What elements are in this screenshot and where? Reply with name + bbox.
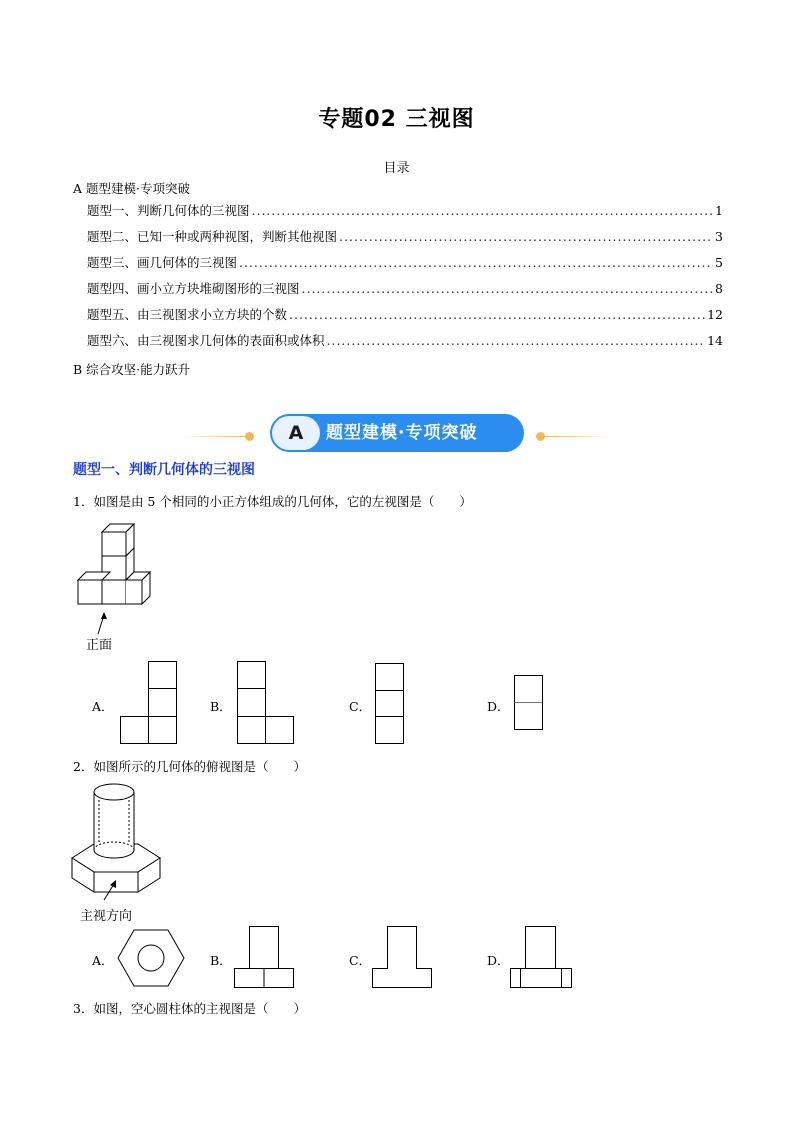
question-1: 1．如图是由 5 个相同的小正方体组成的几何体，它的左视图是（ ）: [73, 494, 472, 509]
q1-option-a-figure[interactable]: [120, 661, 178, 745]
banner-left-dot: [245, 432, 254, 441]
toc-leader: [239, 255, 713, 270]
q1-option-b-label[interactable]: B．: [210, 699, 232, 714]
banner-right-line: [544, 436, 614, 437]
toc-item[interactable]: [87, 227, 723, 245]
q2-option-a-label[interactable]: A．: [92, 953, 114, 968]
q2-direction-label: 主视方向: [80, 909, 133, 924]
toc-item-page: 3: [715, 229, 723, 244]
q1-option-a-label[interactable]: A．: [92, 699, 114, 714]
toc-item-page: 1: [715, 203, 723, 218]
q1-option-c-label[interactable]: C．: [349, 699, 372, 714]
banner-text: 题型建模·专项突破: [326, 423, 478, 443]
q2-option-b-label[interactable]: B．: [210, 953, 232, 968]
q1-option-d-label[interactable]: D．: [487, 699, 510, 714]
toc-item-text: 题型四、画小立方块堆砌图形的三视图: [87, 281, 300, 296]
toc-item-text: 题型三、画几何体的三视图: [87, 255, 238, 270]
q2-option-d-label[interactable]: D．: [487, 953, 510, 968]
q2-option-b-figure[interactable]: [234, 926, 296, 990]
arrow-head-icon: [101, 612, 107, 619]
toc-item[interactable]: [87, 201, 723, 219]
toc-item[interactable]: [87, 253, 723, 271]
q2-option-a-figure[interactable]: [117, 928, 187, 988]
question-2: 2．如图所示的几何体的俯视图是（ ）: [73, 759, 306, 774]
q2-option-c-figure[interactable]: [372, 926, 434, 990]
toc-leader: [302, 281, 714, 296]
toc-item-page: 5: [715, 255, 723, 270]
toc-leader: [252, 203, 714, 218]
q1-front-label: 正面: [86, 638, 113, 653]
toc-item[interactable]: [87, 305, 723, 323]
toc-leader: [339, 229, 713, 244]
toc-item-text: 题型六、由三视图求几何体的表面积或体积: [87, 333, 325, 348]
q2-option-d-figure[interactable]: [510, 926, 574, 990]
q1-option-c-figure[interactable]: [375, 663, 405, 745]
section-banner: [270, 414, 524, 452]
type-heading: 题型一、判断几何体的三视图: [73, 462, 255, 478]
toc-item-text: 题型二、已知一种或两种视图，判断其他视图: [87, 229, 338, 244]
toc-item-page: 8: [715, 281, 723, 296]
toc-leader: [289, 307, 705, 322]
toc-section-b[interactable]: B 综合攻坚·能力跃升: [73, 362, 191, 377]
q1-option-b-figure[interactable]: [237, 661, 295, 745]
q1-cube-figure: [70, 520, 160, 630]
toc-label: 目录: [383, 161, 410, 176]
q2-solid-figure: [68, 780, 164, 906]
toc-item[interactable]: [87, 279, 723, 297]
toc-leader: [327, 333, 706, 348]
toc-item-text: 题型一、判断几何体的三视图: [87, 203, 250, 218]
question-3: 3．如图，空心圆柱体的主视图是（ ）: [73, 1001, 306, 1016]
banner-left-line: [178, 436, 248, 437]
toc-item-page: 14: [707, 333, 723, 348]
q2-option-c-label[interactable]: C．: [349, 953, 372, 968]
page-title: 专题02 三视图: [318, 107, 475, 132]
toc-item-page: 12: [707, 307, 723, 322]
toc-item-text: 题型五、由三视图求小立方块的个数: [87, 307, 288, 322]
q1-option-d-figure[interactable]: [514, 675, 544, 731]
toc-section-a[interactable]: A 题型建模·专项突破: [73, 181, 190, 196]
banner-letter: A: [272, 416, 320, 450]
toc-item[interactable]: [87, 331, 723, 349]
